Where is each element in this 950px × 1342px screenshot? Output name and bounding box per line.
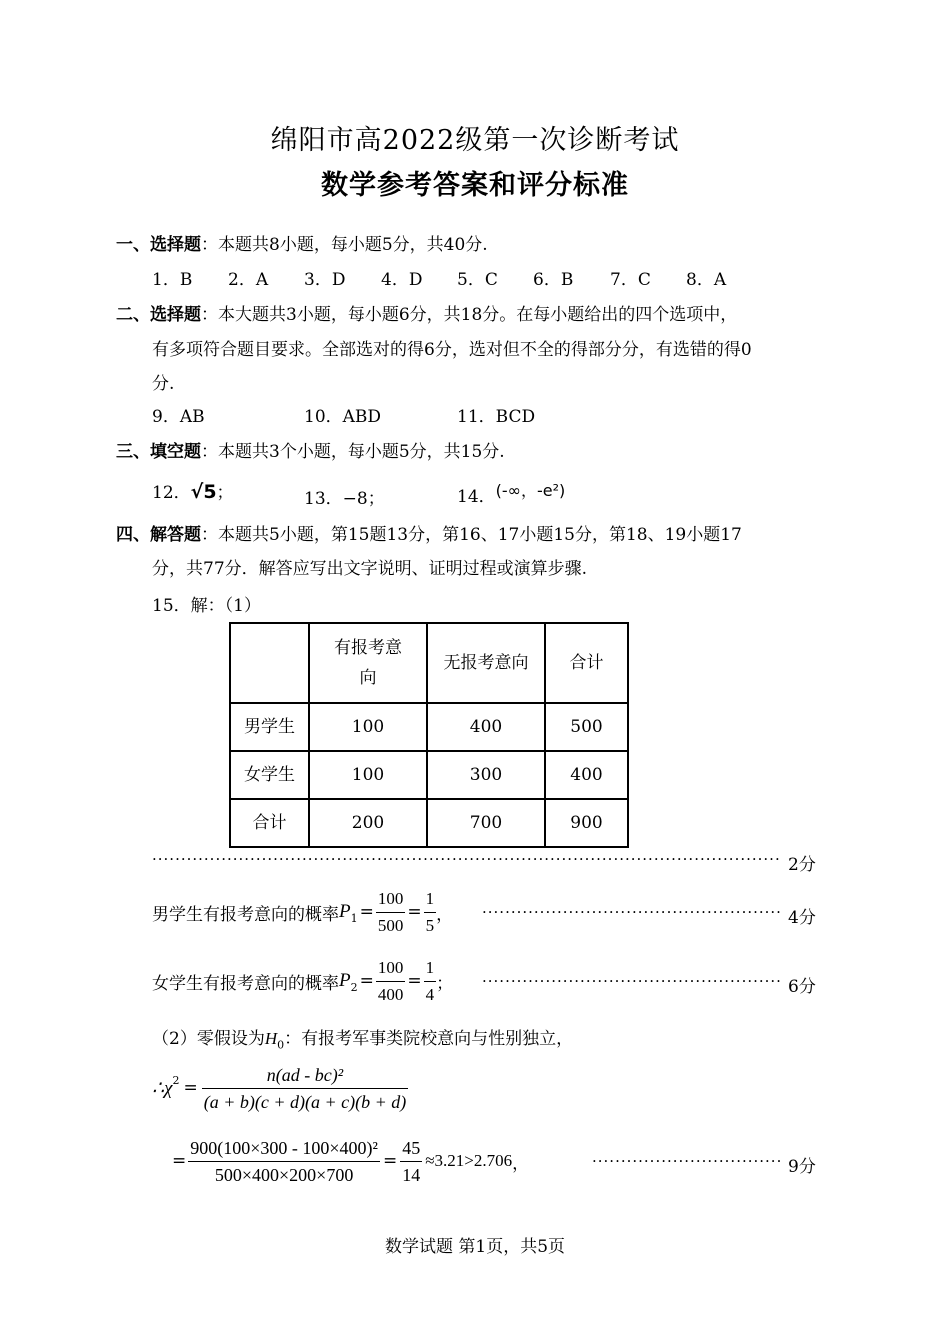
answer-9: 9．AB xyxy=(152,407,205,427)
part2-rest: ：有报考军事类院校意向与性别独立， xyxy=(284,1029,574,1049)
table-cell: 男学生 xyxy=(230,703,309,751)
answer-12-label: 12． xyxy=(152,483,191,503)
chi-calc-denominator: 500×400×200×700 xyxy=(214,1164,354,1185)
score-9: 9分 xyxy=(788,1157,816,1177)
answer-4: 4．D xyxy=(381,270,423,290)
table-header-cell: 无报考意向 xyxy=(427,623,545,703)
part2-line xyxy=(152,1024,573,1051)
title-line2: 数学参考答案和评分标准 xyxy=(321,170,629,201)
section4-desc2: 分，共77分．解答应写出文字说明、证明过程或演算步骤. xyxy=(152,559,588,579)
answer-6: 6．B xyxy=(533,270,574,290)
table-row xyxy=(230,703,628,751)
part2-h0-sub: 0 xyxy=(277,1038,285,1052)
section1-label: 一、选择题 xyxy=(116,235,201,255)
chi-calc-den2: 14 xyxy=(402,1164,421,1185)
q15-part: （1） xyxy=(224,596,261,616)
p1-num1: 100 xyxy=(376,886,406,913)
answer-13: 13．−8； xyxy=(304,489,385,509)
p2-num2: 1 xyxy=(424,955,437,982)
dot-leader xyxy=(482,972,782,994)
answer-12-value: √5 xyxy=(190,481,217,503)
p2-frac2 xyxy=(424,955,437,1008)
dot-leader xyxy=(592,1152,782,1174)
answer-10: 10．ABD xyxy=(304,407,382,427)
answer-2: 2．A xyxy=(228,270,269,290)
p1-num2: 1 xyxy=(424,886,437,913)
p1-text: 男学生有报考意向的概率 xyxy=(152,904,339,925)
section2-desc1: ：本大题共3小题，每小题6分，共18分。在每小题给出的四个选项中， xyxy=(201,305,738,325)
section3-heading xyxy=(116,437,505,462)
p2-den1: 400 xyxy=(377,984,404,1004)
table-row xyxy=(230,799,628,847)
answer-8: 8．A xyxy=(686,270,727,290)
section3-desc: ：本题共3个小题，每小题5分，共15分. xyxy=(201,442,505,462)
answer-12-tail: ； xyxy=(216,483,234,503)
dot-leader xyxy=(152,850,782,872)
p2-sub: 2 xyxy=(350,980,358,994)
table-cell: 700 xyxy=(427,799,545,847)
chi-denominator: (a + b)(c + d)(a + c)(b + d) xyxy=(203,1091,407,1112)
answer-1: 1．B xyxy=(152,270,193,290)
table-cell: 400 xyxy=(427,703,545,751)
answer-7: 7．C xyxy=(610,270,651,290)
section1-answers xyxy=(0,265,950,289)
section1-desc: ：本题共8小题，每小题5分，共40分. xyxy=(201,235,488,255)
chi-calc-tail: ， xyxy=(512,1153,530,1174)
score-4: 4分 xyxy=(788,908,816,928)
section2-heading xyxy=(116,300,737,325)
part2-h0: H xyxy=(264,1029,278,1048)
section2-desc3: 分. xyxy=(152,374,175,394)
p2-num1: 100 xyxy=(376,955,406,982)
table-header-cell: 有报考意 向 xyxy=(309,623,427,703)
q15-label: 15．解： xyxy=(152,596,225,616)
p1-eq2: = xyxy=(407,902,422,922)
p1-eq: = xyxy=(359,902,374,922)
chi-calc-num2: 45 xyxy=(400,1135,422,1162)
answer-14 xyxy=(457,482,565,507)
table-cell: 300 xyxy=(427,751,545,799)
chi-fraction xyxy=(202,1062,409,1115)
title-line1: 绵阳市高2022级第一次诊断考试 xyxy=(270,125,680,156)
table-cell: 100 xyxy=(309,751,427,799)
section4-heading xyxy=(116,520,742,545)
section3-label: 三、填空题 xyxy=(116,442,201,462)
page-footer: 数学试题 第1页，共5页 xyxy=(384,1237,566,1257)
p2-eq: = xyxy=(359,971,374,991)
chi-numerator: n(ad - bc)² xyxy=(202,1062,409,1089)
table-header-row xyxy=(230,623,628,703)
table-row xyxy=(230,751,628,799)
p1-frac2 xyxy=(424,886,437,939)
chi-calc-numerator: 900(100×300 - 100×400)² xyxy=(188,1135,380,1162)
table-header-cell: 合计 xyxy=(545,623,628,703)
table-header-cell xyxy=(230,623,309,703)
score-6: 6分 xyxy=(788,977,816,997)
chi-eq: = xyxy=(183,1078,198,1098)
p1-line xyxy=(152,884,453,940)
section4-desc1: ：本题共5小题，第15题13分，第16、17小题15分，第18、19小题17 xyxy=(201,525,742,545)
chi-calc-eq: = xyxy=(172,1151,187,1171)
answer-12 xyxy=(152,478,234,503)
dot-leader xyxy=(482,903,782,925)
chi-calc-fraction xyxy=(188,1135,380,1188)
p2-text: 女学生有报考意向的概率 xyxy=(152,973,339,994)
answer-5: 5．C xyxy=(457,270,498,290)
answer-14-value: (-∞，-e²) xyxy=(495,481,566,500)
section2-desc2: 有多项符合题目要求。全部选对的得6分，选对但不全的得部分分，有选错的得0 xyxy=(152,340,752,360)
p1-frac1 xyxy=(376,886,406,939)
table-cell: 400 xyxy=(545,751,628,799)
section4-label: 四、解答题 xyxy=(116,525,201,545)
p2-eq2: = xyxy=(407,971,422,991)
p2-line xyxy=(152,953,453,1009)
p1-den2: 5 xyxy=(425,915,435,935)
table-cell: 女学生 xyxy=(230,751,309,799)
p2-tail: ； xyxy=(436,973,454,994)
section2-answers xyxy=(0,402,950,426)
chi-calc xyxy=(172,1133,529,1189)
p1-sub: 1 xyxy=(350,911,358,925)
table-cell: 合计 xyxy=(230,799,309,847)
p1-den1: 500 xyxy=(377,915,404,935)
answer-14-label: 14． xyxy=(457,487,496,507)
p2-den2: 4 xyxy=(425,984,435,1004)
p2-symbol: P xyxy=(339,970,351,991)
contingency-table xyxy=(229,622,629,848)
table-cell: 100 xyxy=(309,703,427,751)
section1-heading xyxy=(116,230,488,255)
chi-prefix: ∴χ xyxy=(152,1077,173,1099)
p2-frac1 xyxy=(376,955,406,1008)
answer-3: 3．D xyxy=(304,270,346,290)
table-cell: 500 xyxy=(545,703,628,751)
chi-formula xyxy=(152,1060,408,1116)
table-cell: 900 xyxy=(545,799,628,847)
section2-label: 二、选择题 xyxy=(116,305,201,325)
p1-symbol: P xyxy=(339,901,351,922)
chi-calc-eq2: = xyxy=(382,1151,398,1171)
answer-11: 11．BCD xyxy=(457,407,536,427)
chi-calc-result: ≈3.21>2.706 xyxy=(425,1151,513,1170)
chi-sup: 2 xyxy=(172,1073,180,1087)
score-2: 2分 xyxy=(788,855,816,875)
part2-text: （2）零假设为 xyxy=(152,1029,265,1049)
table-cell: 200 xyxy=(309,799,427,847)
q15-heading xyxy=(152,591,261,616)
p1-tail: ， xyxy=(436,904,454,925)
chi-calc-frac2 xyxy=(400,1135,422,1188)
